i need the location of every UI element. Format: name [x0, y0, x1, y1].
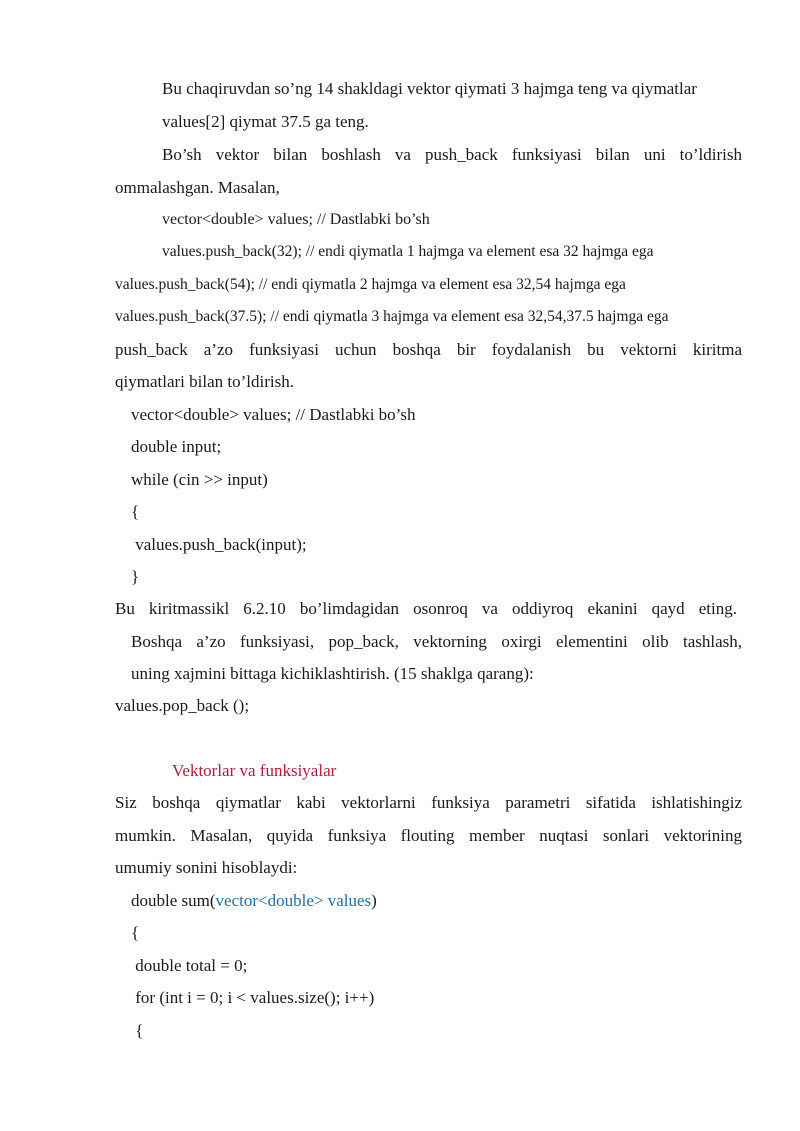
- paragraph-line: Siz boshqa qiymatlar kabi vektorlarni funksiya parametri sifatida ishlatishingiz: [115, 793, 742, 812]
- paragraph-line: Bo’sh vektor bilan boshlash va push_back funksiyasi bilan uni to’ldirish: [162, 145, 742, 164]
- paragraph-line: uning xajmini bittaga kichiklashtirish. (15 shaklga qarang):: [131, 664, 534, 683]
- code-line: }: [131, 567, 140, 586]
- code-line: values.push_back(54); // endi qiymatla 2 hajmga va element esa 32,54 hajmga ega: [115, 276, 626, 293]
- code-line: values.pop_back ();: [115, 696, 250, 715]
- code-line: {: [131, 502, 140, 521]
- code-line: values.push_back(37.5); // endi qiymatla 3 hajmga va element esa 32,54,37.5 hajmga ega: [115, 308, 669, 325]
- code-line: double input;: [131, 437, 222, 456]
- code-line: vector<double> values; // Dastlabki bo’sh: [131, 405, 416, 424]
- section-heading: Vektorlar va funksiyalar: [172, 761, 337, 780]
- paragraph-line: umumiy sonini hisoblaydi:: [115, 858, 298, 877]
- code-token: double sum(: [131, 891, 216, 910]
- code-token: ): [371, 891, 377, 910]
- code-line: {: [131, 923, 140, 942]
- paragraph-line: Bu chaqiruvdan so’ng 14 shakldagi vektor qiymati 3 hajmga teng va qiymatlar: [162, 79, 697, 98]
- paragraph-line: Bu kiritmassikl 6.2.10 bo’limdagidan osonroq va oddiyroq ekanini qayd eting.: [115, 599, 737, 618]
- paragraph-line: Boshqa a’zo funksiyasi, pop_back, vektorning oxirgi elementini olib tashlash,: [131, 632, 742, 651]
- code-line: for (int i = 0; i < values.size(); i++): [131, 988, 375, 1007]
- paragraph-line: values[2] qiymat 37.5 ga teng.: [162, 112, 369, 131]
- code-line: vector<double> values; // Dastlabki bo’sh: [162, 211, 430, 228]
- paragraph-line: mumkin. Masalan, quyida funksiya flouting member nuqtasi sonlari vektorining: [115, 826, 742, 845]
- code-line: double total = 0;: [131, 956, 248, 975]
- code-line: values.push_back(input);: [131, 535, 307, 554]
- code-parameter: vector<double> values: [215, 891, 372, 910]
- paragraph-line: qiymatlari bilan to’ldirish.: [115, 372, 294, 391]
- paragraph-line: ommalashgan. Masalan,: [115, 178, 280, 197]
- code-line: while (cin >> input): [131, 470, 268, 489]
- code-line: {: [131, 1021, 144, 1040]
- paragraph-line: push_back a’zo funksiyasi uchun boshqa bir foydalanish bu vektorni kiritma: [115, 340, 742, 359]
- code-line: values.push_back(32); // endi qiymatla 1 hajmga va element esa 32 hajmga ega: [162, 243, 654, 260]
- code-line: [131, 890, 377, 912]
